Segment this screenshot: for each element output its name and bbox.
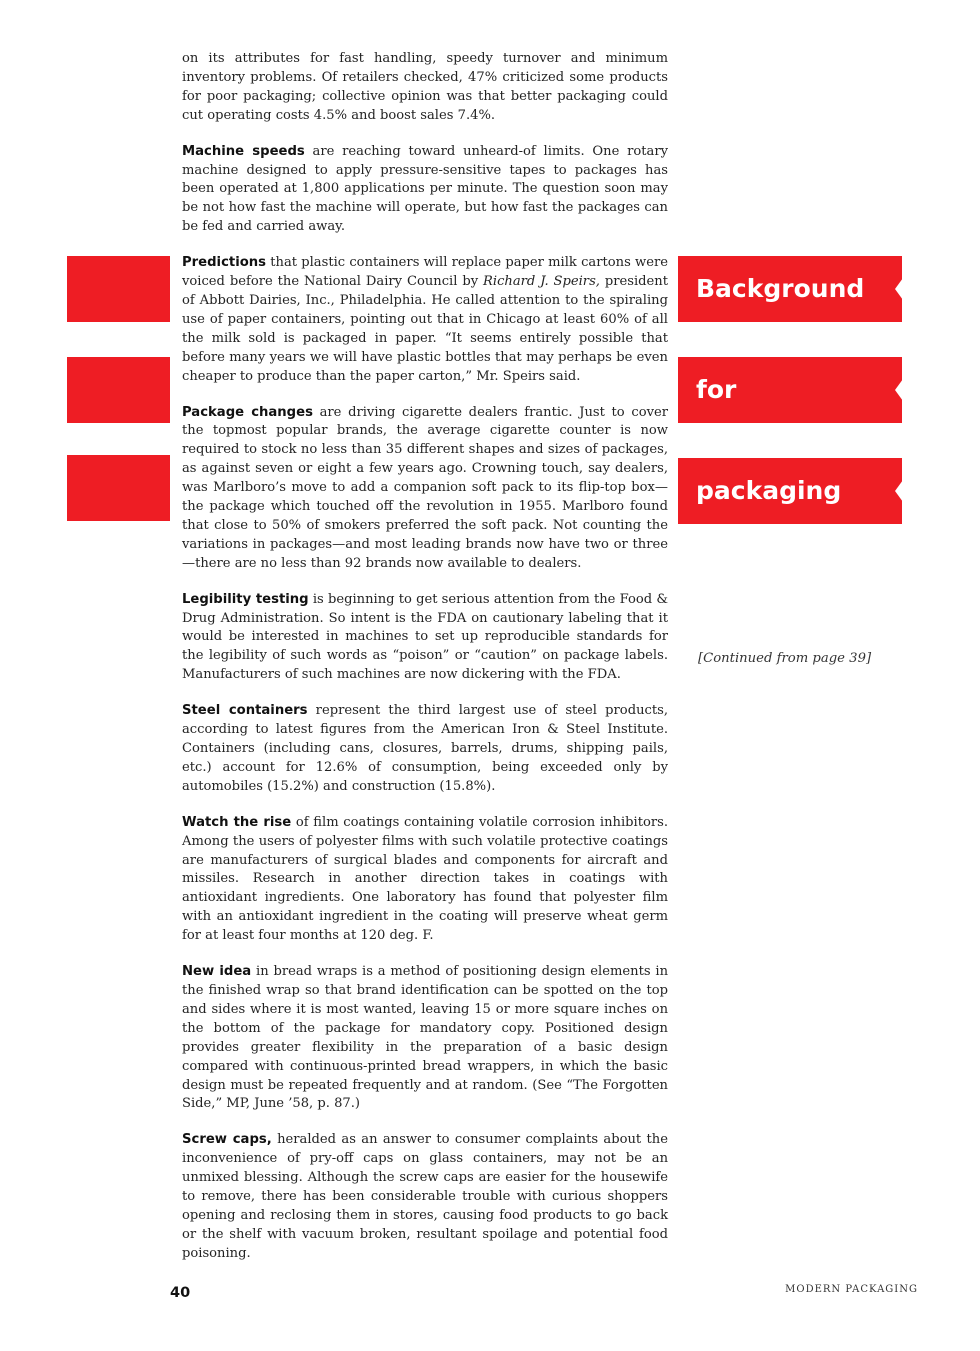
paragraph-lead: New idea bbox=[182, 964, 252, 980]
article-body bbox=[182, 50, 668, 1281]
decorative-red-bar-2 bbox=[67, 357, 170, 423]
publication-footer: MODERN PACKAGING bbox=[785, 1284, 918, 1295]
paragraph bbox=[182, 1131, 668, 1263]
paragraph bbox=[182, 143, 668, 238]
paragraph-lead: Predictions bbox=[182, 255, 267, 271]
paragraph bbox=[182, 963, 668, 1114]
paragraph-lead: Watch the rise bbox=[182, 814, 292, 830]
paragraph bbox=[182, 591, 668, 686]
paragraph-text: in bread wraps is a method of positioning design elements in the finished wrap so that brand identification can be spotted on the top and sides where it is most wanted, leaving 15 or more square inches on the bottom of the package for mandatory copy. Positioned design provides greater flexibility in the preparation of a basic design compared with continuous-printed bread wrappers, in which the basic design must be repeated frequently and at random. (See “The Forgotten Side,” MP, June ’58, p. 87.) bbox=[182, 964, 668, 1112]
paragraph-lead: Screw caps, bbox=[182, 1132, 272, 1148]
tag-notch-shape bbox=[895, 278, 903, 300]
paragraph bbox=[182, 814, 668, 946]
paragraph-lead: Legibility testing bbox=[182, 591, 309, 607]
page-number: 40 bbox=[170, 1285, 191, 1301]
section-title-for bbox=[678, 357, 902, 423]
paragraph bbox=[182, 404, 668, 574]
paragraph-pre: that plastic containers will replace paper milk cartons were voiced before the National Dairy Council by bbox=[182, 255, 668, 290]
paragraph-text: president of Abbott Dairies, Inc., Philadelphia. He called attention to the spiraling use of paper containers, pointing out that in Chicago at least 60% of all the milk sold is packaged in paper. “It seems entirely possible that before many years we will have plastic bottles that may perhaps be even cheaper to produce than the paper carton,” Mr. Speirs said. bbox=[182, 274, 668, 384]
paragraph-text: are reaching toward unheard-of limits. One rotary machine designed to apply pressure-sensitive tapes to packages has been operated at 1,800 applications per minute. The question soon may be not how fast the machine will operate, but how fast the packages can be fed and carried away. bbox=[182, 143, 668, 235]
tag-notch-shape bbox=[895, 480, 903, 502]
section-title-line-1: Background bbox=[696, 274, 865, 303]
paragraph bbox=[182, 254, 668, 386]
tag-notch-shape bbox=[895, 379, 903, 401]
paragraph bbox=[182, 702, 668, 797]
paragraph bbox=[182, 50, 668, 126]
paragraph-text: represent the third largest use of steel products, according to latest figures from the American Iron & Steel Institute. Containers (including cans, closures, barrels, drums, shipping pails, etc.) account for 12.6% of consumption, being exceeded only by automobiles (15.2%) and construction (15.8%). bbox=[182, 703, 668, 794]
paragraph-lead: Package changes bbox=[182, 404, 313, 420]
decorative-red-bar-3 bbox=[67, 455, 170, 521]
decorative-red-bar-1 bbox=[67, 256, 170, 322]
section-title-line-3: packaging bbox=[696, 476, 842, 505]
paragraph-text: is beginning to get serious attention from the Food & Drug Administration. So intent is the FDA on cautionary labeling that it would be interested in machines to set up reproducible standards for the legibility of such words as “poison” or “caution” on package labels. Manufacturers of such machines are now dickering with the FDA. bbox=[182, 591, 668, 683]
section-title-packaging bbox=[678, 458, 902, 524]
section-title-line-2: for bbox=[696, 375, 737, 404]
paragraph-lead: Steel containers bbox=[182, 703, 308, 719]
paragraph-text: heralded as an answer to consumer complaints about the inconvenience of pry-off caps on glass containers, may not be an unmixed blessing. Although the screw caps are easier for the housewife to remove, there has been considerable trouble with curious shoppers opening and reclosing them in stores, causing food products to go back or the shelf with vacuum broken, resultant spoilage and potential food poisoning. bbox=[182, 1132, 668, 1261]
paragraph-name: Richard J. Speirs, bbox=[483, 274, 600, 290]
paragraph-text: of film coatings containing volatile corrosion inhibitors. Among the users of polyester films with such volatile protective coatings are manufacturers of surgical blades and components for aircraft and missiles. Research in another direction takes in coatings with antioxidant ingredients. One laboratory has found that polyester film with an antioxidant ingredient in the coating will preserve wheat germ for at least four months at 120 deg. F. bbox=[182, 814, 668, 944]
section-title-background bbox=[678, 256, 902, 322]
paragraph-text: are driving cigarette dealers frantic. Just to cover the topmost popular brands, the average cigarette counter is now required to stock no less than 35 different shapes and sizes of packages, as against seven or eight a few years ago. Crowning touch, say dealers, was Marlboro’s move to add a companion soft pack to its flip-top box—the package which touched off the revolution in 1955. Marlboro found that close to 50% of smokers preferred the soft pack. Not counting the variations in packages—and most leading brands now have two or three—there are no less than 92 brands now available to dealers. bbox=[182, 404, 668, 571]
continued-note: [Continued from page 39] bbox=[698, 651, 872, 666]
paragraph-text: on its attributes for fast handling, speedy turnover and minimum inventory problems. Of retailers checked, 47% criticized some products for poor packaging; collective opinion was that better packaging could cut operating costs 4.5% and boost sales 7.4%. bbox=[182, 51, 668, 123]
paragraph-lead: Machine speeds bbox=[182, 143, 305, 159]
